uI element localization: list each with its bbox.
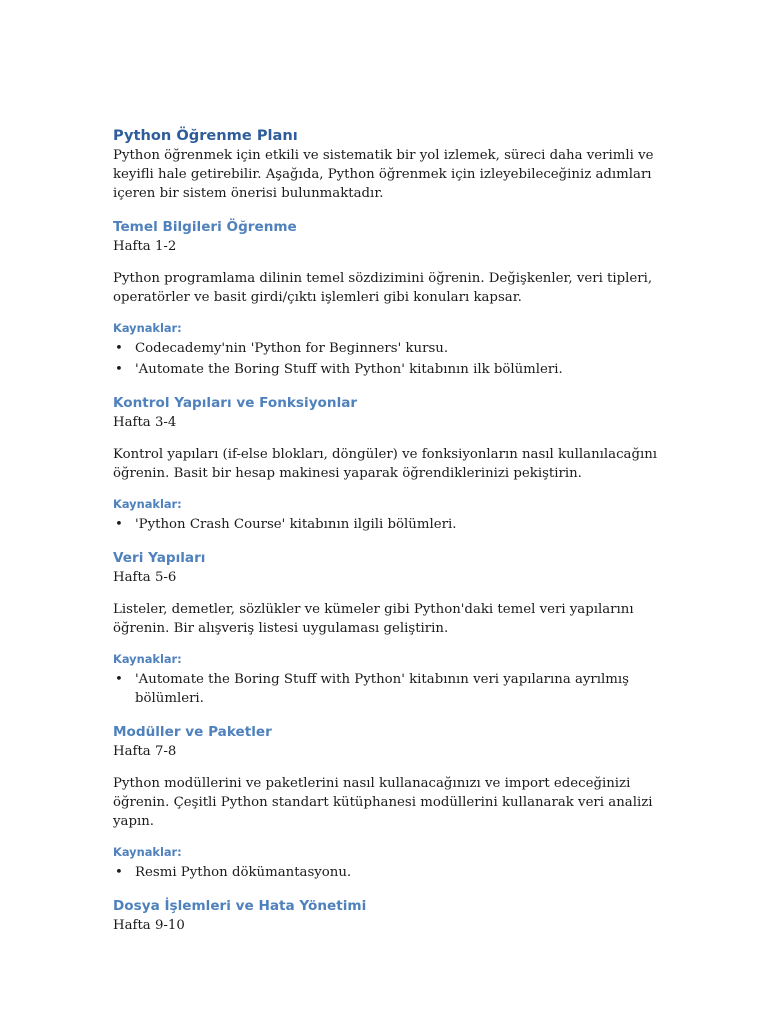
resource-text: 'Automate the Boring Stuff with Python' kitabının ilk bölümleri. (135, 362, 563, 377)
section-week: Hafta 5-6 (113, 570, 177, 585)
section-title: Dosya İşlemleri ve Hata Yönetimi (113, 898, 367, 914)
bullet-icon: • (115, 517, 123, 532)
resources-label: Kaynaklar: (113, 845, 182, 859)
section-title: Modüller ve Paketler (113, 724, 272, 740)
section-description: Listeler, demetler, sözlükler ve kümeler gibi Python'daki temel veri yapılarını öğrenin. Bir alışveriş listesi uygulaması geliştirin. (113, 602, 634, 636)
section-kontrol-yapilari (113, 393, 663, 534)
section-week: Hafta 1-2 (113, 239, 177, 254)
section-description: Kontrol yapıları (if-else blokları, döngüler) ve fonksiyonların nasıl kullanılacağını öğrenin. Basit bir hesap makinesi yaparak öğrendiklerinizi pekiştirin. (113, 447, 658, 481)
section-veri-yapilari (113, 548, 663, 708)
resources-label: Kaynaklar: (113, 497, 182, 511)
resources-list (113, 515, 663, 534)
list-item (113, 515, 663, 534)
bullet-icon: • (115, 341, 123, 356)
bullet-icon: • (115, 865, 123, 880)
section-title: Veri Yapıları (113, 550, 206, 566)
list-item (113, 339, 663, 358)
section-description: Python programlama dilinin temel sözdizimini öğrenin. Değişkenler, veri tipleri, operatörler ve basit girdi/çıktı işlemleri gibi konuları kapsar. (113, 271, 653, 305)
section-description: Python modüllerini ve paketlerini nasıl kullanacağınızı ve import edeceğinizi öğrenin. Çeşitli Python standart kütüphanesi modüllerini kullanarak veri analizi yapın. (113, 776, 653, 829)
list-item (113, 360, 663, 379)
bullet-icon: • (115, 362, 123, 377)
resources-list (113, 339, 663, 379)
resource-text: Codecademy'nin 'Python for Beginners' kursu. (135, 341, 449, 356)
intro-paragraph: Python öğrenmek için etkili ve sistematik bir yol izlemek, süreci daha verimli ve keyifli hale getirebilir. Aşağıda, Python öğrenmek için izleyebileceğiniz adımları içeren bir sistem önerisi bulunmaktadır. (113, 148, 654, 201)
resource-text: 'Automate the Boring Stuff with Python' kitabının veri yapılarına ayrılmış bölümleri. (135, 672, 629, 706)
resources-label: Kaynaklar: (113, 652, 182, 666)
resource-text: 'Python Crash Course' kitabının ilgili bölümleri. (135, 517, 457, 532)
bullet-icon: • (115, 672, 123, 687)
document-page (113, 126, 663, 935)
resource-text: Resmi Python dökümantasyonu. (135, 865, 352, 880)
section-title: Temel Bilgileri Öğrenme (113, 219, 297, 235)
section-week: Hafta 3-4 (113, 415, 177, 430)
resources-list (113, 863, 663, 882)
section-moduller-paketler (113, 722, 663, 882)
resources-list (113, 670, 663, 708)
document-title: Python Öğrenme Planı (113, 127, 298, 144)
section-week: Hafta 9-10 (113, 918, 185, 933)
section-temel-bilgiler (113, 217, 663, 379)
section-week: Hafta 7-8 (113, 744, 177, 759)
resources-label: Kaynaklar: (113, 321, 182, 335)
list-item (113, 670, 663, 708)
section-dosya-islemleri (113, 896, 663, 935)
list-item (113, 863, 663, 882)
section-title: Kontrol Yapıları ve Fonksiyonlar (113, 395, 358, 411)
